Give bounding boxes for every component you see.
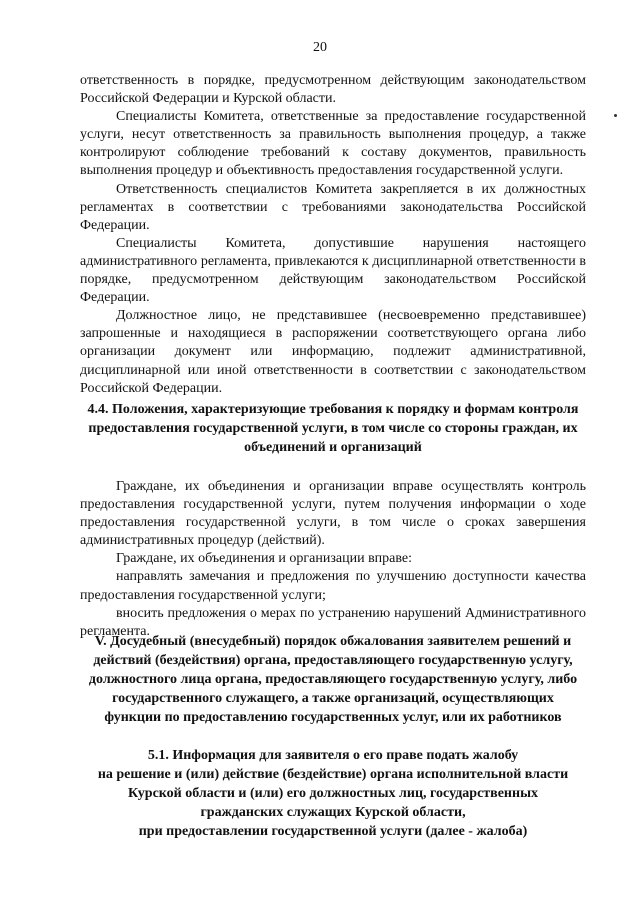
- heading-line: действий (бездействия) органа, предоставляющего государственную услугу,: [93, 653, 573, 668]
- heading-line: государственного служащего, а также организаций, осуществляющих: [112, 691, 554, 706]
- heading-line: должностного лица органа, предоставляющего государственную услугу, либо: [88, 672, 578, 687]
- citizen-control-block: [80, 478, 586, 641]
- paragraph: Специалисты Комитета, ответственные за предоставление государственной услуги, несут ответственность за правильность выполнения процедур, а также контролируют соблюдение требований к составу документов, правильность выполнения процедур и объективность предоставления государственной услуги.: [80, 109, 586, 179]
- paragraph: Должностное лицо, не представившее (несвоевременно представившее) запрошенные и находящиеся в распоряжении соответствующего органа либо организации документ или информацию, подлежит административной, дисциплинарной или иной ответственности в соответствии с законодательством Российской Федерации.: [80, 308, 586, 396]
- heading-line: функции по предоставлению государственных услуг, или их работников: [104, 710, 562, 725]
- heading-line: Курской области и (или) его должностных лиц, государственных: [127, 786, 538, 801]
- heading-line: на решение и (или) действие (бездействие) органа исполнительной власти: [97, 767, 569, 782]
- section-heading-5-1: [76, 746, 590, 841]
- section-heading-v: [76, 632, 590, 727]
- heading-line: объединений и организаций: [244, 440, 422, 455]
- paragraph: Ответственность специалистов Комитета закрепляется в их должностных регламентах в соответствии с требованиями законодательства Российской Федерации.: [80, 181, 586, 233]
- section-heading-4-4: [76, 400, 590, 457]
- heading-line: 5.1. Информация для заявителя о его праве подать жалобу: [147, 748, 519, 763]
- heading-line: 4.4. Положения, характеризующие требования к порядку и формам контроля: [87, 402, 579, 417]
- heading-line: гражданских служащих Курской области,: [200, 805, 466, 820]
- responsibility-block: [80, 72, 586, 398]
- heading-line: V. Досудебный (внесудебный) порядок обжалования заявителем решений и: [94, 634, 572, 649]
- scan-speck: [614, 114, 617, 117]
- page-number: 20: [313, 40, 327, 55]
- paragraph: Граждане, их объединения и организации вправе:: [116, 551, 413, 567]
- paragraph: направлять замечания и предложения по улучшению доступности качества предоставления государственной услуги;: [80, 569, 586, 603]
- paragraph: ответственность в порядке, предусмотренном действующим законодательством Российской Федерации и Курской области.: [80, 73, 586, 107]
- heading-line: при предоставлении государственной услуги (далее - жалоба): [138, 824, 528, 839]
- paragraph: вносить предложения о мерах по устранению нарушений Административного регламента.: [80, 605, 586, 639]
- paragraph: Граждане, их объединения и организации вправе осуществлять контроль предоставления государственной услуги, путем получения информации о ходе предоставления государственной услуги, в том числе о сроках завершения административных процедур (действий).: [80, 479, 586, 549]
- paragraph: Специалисты Комитета, допустившие нарушения настоящего административного регламента, привлекаются к дисциплинарной ответственности в порядке, предусмотренном действующим законодательством Российской Федерации.: [80, 235, 586, 306]
- heading-line: предоставления государственной услуги, в том числе со стороны граждан, их: [88, 421, 578, 436]
